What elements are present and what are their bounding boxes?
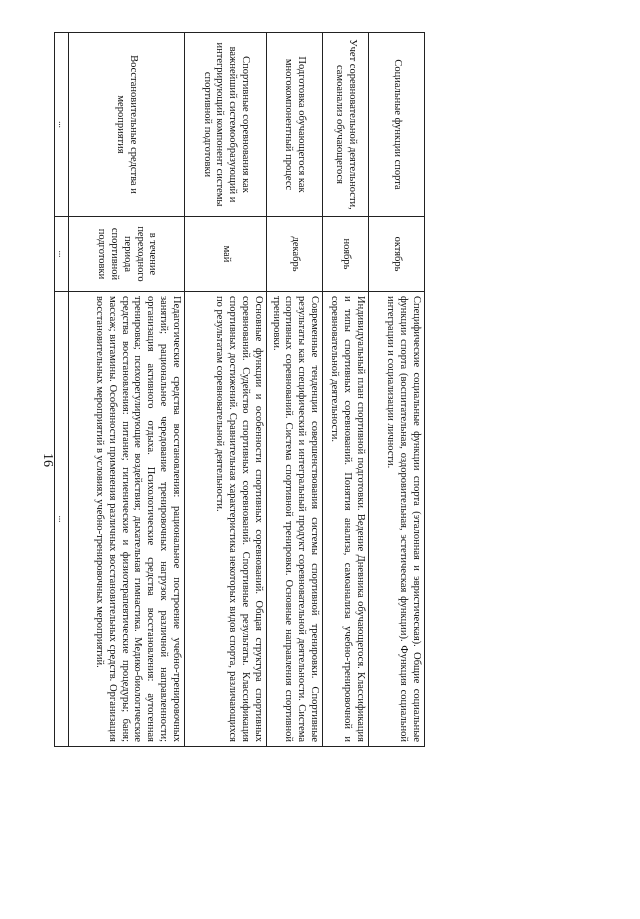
topic-cell: Подготовка обучающегося как многокомпонентный процесс	[266, 33, 322, 217]
table-row	[369, 33, 425, 747]
content-cell: Индивидуальный план спортивной подготовки. Ведение Дневника обучающегося. Классификация и типы спортивных соревнований. Понятия анализа, самоанализа учебно-тренировочной и соревновательной деятельности.	[323, 292, 369, 747]
table-row	[54, 33, 68, 747]
period-cell: май	[184, 217, 266, 292]
ellipsis-cell: ...	[54, 33, 68, 217]
content-cell: Педагогические средства восстановления: рациональное построение учебно-тренировочных занятий; рациональное чередование тренировочных нагрузок различной направленности; организация активного отдыха. Психологические средства восстановления: аутогенная тренировка; психорегулирующие воздействия; дыхательная гимнастика. Медико-биологические средства восстановления: питание; гигиенические и физиотерапевтические процедуры; баня; массаж; витамины. Особенности применения различных восстановительных средств. Организация восстановительных мероприятий в условиях учебно-тренировочных мероприятий.	[68, 292, 184, 747]
period-cell: октябрь	[369, 217, 425, 292]
table-row	[323, 33, 369, 747]
period-cell: ноябрь	[323, 217, 369, 292]
rotated-table-area	[56, 32, 425, 747]
ellipsis-cell: ...	[54, 292, 68, 747]
topic-cell: Социальные функции спорта	[369, 33, 425, 217]
table-row	[266, 33, 322, 747]
table-row	[184, 33, 266, 747]
period-cell: в течение переходного периода спортивной подготовки	[68, 217, 184, 292]
curriculum-table	[54, 32, 425, 747]
period-cell: декабрь	[266, 217, 322, 292]
topic-cell: Восстановительные средства и мероприятия	[68, 33, 184, 217]
content-cell: Современные тенденции совершенствования системы спортивной тренировки. Спортивные результаты как специфический и интегральный продукт соревновательной деятельности. Система спортивных соревнований. Система спортивной тренировки. Основные направления спортивной тренировки.	[266, 292, 322, 747]
table-row	[68, 33, 184, 747]
topic-cell: Спортивные соревнования как важнейший системообразующий и интегрирующий компонент системы спортивной подготовки	[184, 33, 266, 217]
content-cell: Основные функции и особенности спортивных соревнований. Общая структура спортивных соревнований. Судейство спортивных соревнований. Спортивные результаты. Классификация спортивных достижений. Сравнительная характеристика некоторых видов спорта, различающихся по результатам соревновательной деятельности.	[184, 292, 266, 747]
content-cell: Специфические социальные функции спорта (эталонная и эвристическая). Общие социальные функции спорта (воспитательная, оздоровительная, эстетическая функции). Функция социальной интеграции и социализации личности.	[369, 292, 425, 747]
topic-cell: Учет соревновательной деятельности, самоанализ обучающегося	[323, 33, 369, 217]
ellipsis-cell: ...	[54, 217, 68, 292]
page-number: 16	[40, 453, 55, 467]
table-container	[56, 32, 425, 747]
